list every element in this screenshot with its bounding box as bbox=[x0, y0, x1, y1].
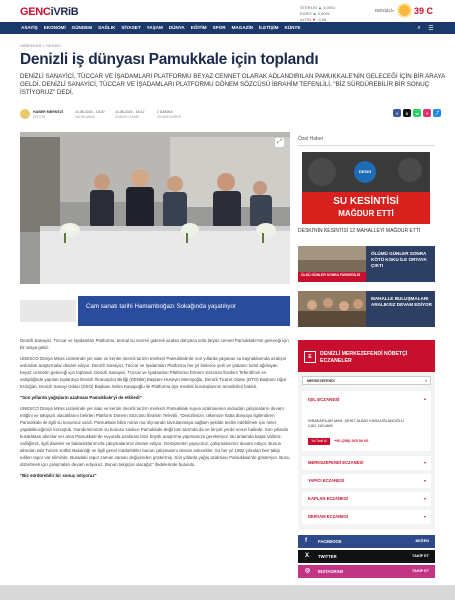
reading-time bbox=[157, 110, 181, 119]
facebook-icon[interactable]: f bbox=[393, 109, 401, 117]
nav-item-3[interactable]: SAĞLIK bbox=[98, 25, 116, 30]
trend-down-icon: ▼ bbox=[312, 17, 317, 22]
trend-up-icon: ▲ bbox=[312, 11, 317, 16]
pharmacy-title: DENİZLİ MERKEZEFENDİ NÖBETÇİ ECZANELER bbox=[320, 351, 408, 364]
pharmacy-item-name: DERYAM ECZANESİ bbox=[308, 514, 348, 519]
chevron-down-icon: ▾ bbox=[423, 496, 426, 501]
social-action: TAKİP ET bbox=[412, 554, 429, 558]
body-paragraph: Denizli Sanayici, Tüccar ve İşadamları Platformu, termal su rezervi giderek azalan dünyaca ünlü beyaz cennet Pamukkale'nin geleceği için bir araya geldi. bbox=[20, 338, 289, 350]
social-action: TAKİP ET bbox=[412, 569, 429, 573]
gallery-expand-icon[interactable]: ⤢ bbox=[275, 138, 284, 147]
body-subheading: "Son yıllarda yağışların azalması Pamukkale'yi de etkiledi" bbox=[20, 395, 142, 400]
pharmacy-item[interactable] bbox=[302, 474, 431, 488]
pharmacy-item-name: YAPICI ECZANESİ bbox=[308, 478, 344, 483]
published-date bbox=[75, 110, 104, 119]
banner-line-2: MAĞDUR ETTİ bbox=[338, 209, 394, 218]
trend-up-icon: ▲ bbox=[318, 5, 322, 10]
rate-label: EURO bbox=[300, 11, 312, 16]
pharmacy-header bbox=[298, 343, 435, 372]
avatar bbox=[20, 109, 30, 119]
reading-value: 2 DAKİKA bbox=[157, 110, 173, 114]
deski-logo: DESKİ bbox=[354, 161, 376, 183]
featured-banner bbox=[302, 192, 430, 224]
social-name: TWITTER bbox=[318, 554, 337, 559]
social-action: BEĞEN bbox=[415, 539, 429, 543]
top-bar bbox=[0, 0, 455, 22]
published-label: YAYINLANMA bbox=[75, 115, 96, 119]
breadcrumb[interactable]: HABERLER > DENİZLİ bbox=[20, 43, 62, 48]
pharmacy-item-name: MERKEZEFENDİ ECZANESİ bbox=[308, 460, 364, 465]
pharmacy-item[interactable] bbox=[302, 510, 431, 524]
pharmacy-name: IŞIL ECZANESİ bbox=[308, 397, 340, 402]
site-logo[interactable] bbox=[20, 6, 78, 18]
author-role: EDİTÖR bbox=[33, 115, 46, 119]
social-facebook[interactable] bbox=[298, 535, 435, 548]
published-value: 14.08.2024 - 15:20 bbox=[75, 110, 105, 114]
pharmacy-item-name: KAPLAN ECZANESİ bbox=[308, 496, 348, 501]
menu-icon[interactable]: ☰ bbox=[428, 25, 434, 32]
district-select-value: MERKEZEFENDİ bbox=[307, 379, 335, 383]
pharmacy-address: SIRAKAPILAR MAH. ŞEHİT ALBAY KARAOĞLANOĞLU CAD. NO:46/B bbox=[308, 419, 404, 429]
author-name[interactable]: HABER MERKEZİ bbox=[33, 110, 63, 114]
logo-part-1: GENC bbox=[20, 6, 51, 18]
social-instagram[interactable] bbox=[298, 565, 435, 578]
x-icon[interactable]: X bbox=[403, 109, 411, 117]
article-meta bbox=[20, 108, 439, 124]
thumbnail-illustration bbox=[298, 291, 366, 327]
rate-label: STERLİN bbox=[300, 5, 317, 10]
weather-temperature: 39 C bbox=[414, 6, 434, 16]
sidebar-news-card[interactable] bbox=[298, 246, 435, 282]
thumbnail-caption: ÖLDÜ GÜNLER SONRA FARKEDİLDİ bbox=[301, 273, 361, 277]
rate-value: 0,0001 bbox=[323, 5, 336, 10]
meeting-photo-illustration bbox=[20, 132, 290, 284]
social-name: INSTAGRAM bbox=[318, 569, 344, 574]
chevron-down-icon[interactable]: ▾ bbox=[392, 8, 395, 13]
nav-item-0[interactable]: ASAYİŞ bbox=[21, 25, 38, 30]
chevron-up-icon[interactable]: ▴ bbox=[423, 396, 426, 401]
pharmacy-icon: E bbox=[304, 351, 316, 363]
directions-button[interactable]: Yol Tarifi Al bbox=[308, 438, 330, 445]
search-icon[interactable]: ⌕ bbox=[417, 24, 421, 31]
news-thumbnail bbox=[298, 291, 366, 327]
nav-item-4[interactable]: SİYASET bbox=[121, 25, 141, 30]
pharmacy-phone[interactable]: +90 (258) 265 00 00 bbox=[334, 439, 369, 443]
divider bbox=[298, 145, 435, 146]
rate-value: 0,0001 bbox=[317, 11, 331, 16]
chevron-down-icon: ▾ bbox=[423, 460, 426, 465]
sun-icon bbox=[399, 5, 410, 16]
body-paragraph: UNESCO Dünya Miras Listesinde yer alan ve kentin önemli turizm merkezi Pamukkale suyun azalmasının ardından çalışmaların devam ettiğini ve takipçisi olacaklarını belirten Platform Dönem Sözcüsü İbrahim Tefenlili, "Denizlimize, ülkemize hatta dünyaya ilgilendiren Pamukkale ile ilgili su konumuz vardı. Pamukkale bilim miras ma ölçmünde tavrulanmaya sağlam şekilde teslim edebilmek için neler yapabileceğimizi konuştuk. Gündemimizde su konusu sadece Pamukkale değil tüm tarımda da ve birçok yerde sorun halinde. Son yıllarda kuraklıktan akımlar ver ama Pamukkale'de suyunda azalması bize büyük araştırma yapmamıza gerektiriyor. Bu anlamda başta Valimiz, valiliğimiz, ilgili daireler ve bakanlıklarımızla çalışmalarımız devam ediyor. Görüşmeleri yapıyoruz, çalışmalarımız devam ediyor. Bunun altından tabi Turizm Kültür Bakanlığı ve ilgili genel müdürlükler bunun çalışmasını devam edecekler. Su her yıl 1992 yılından beri takip edilen rapor var elimizde. Buradaki rapor zaman zaman değişimden göstermiş. Son yıllarda yağış azalması Pamukkale'de gösteriyor. Bunu düzeltmek için çalışmaları devam ediyoruz. Bunun takipçisi olacağız" ifadelerinde bulundu. bbox=[20, 406, 290, 467]
sidebar-heading: Özel Haber bbox=[298, 136, 324, 142]
weather-city-select[interactable]: DENİZLİ bbox=[375, 8, 393, 13]
share-buttons bbox=[393, 109, 441, 117]
nav-tools bbox=[415, 24, 435, 32]
nav-item-8[interactable]: SPOR bbox=[212, 25, 226, 30]
body-paragraph: UNESCO Dünya Miras Listesinde yer alan ve kentin önemli turizm merkezi Pamukkale'de son yıllarda yaşanan su kaynaklarında azalışın ardından araştırmalar devam ediyor. Denizli Sanayici, Tüccar ve İşadamları Platformu her yıl binlerce yerli ve yabancı turist ağırlayan beyaz cennetin geleceği için toplandı. Denizli Sanayici, Tüccar ve İşadamları Platformu Dönem Sözcüsü İbrahim Tefenlili'nin ev sahipliğinde yapılan toplantıya Denizli İhracatçılar Birliği (DENİB) Başkanı Hüseyin Memişoğlu, Denizli Ticaret Odası (DTO) Başkanı Uğur Erdoğan, Denizli Sanayi Odası (DSO) Başkanı Selim Kasapoğlu ile Platforma üye meslek kuruluşlarının temsilcileri katıldı. bbox=[20, 356, 287, 389]
currency-rates bbox=[300, 5, 335, 23]
plus-icon[interactable]: + bbox=[423, 109, 431, 117]
nav-item-6[interactable]: DÜNYA bbox=[168, 25, 185, 30]
updated-label: GÜNCELLENME bbox=[115, 115, 140, 119]
related-thumbnail[interactable] bbox=[20, 300, 76, 322]
article-photo bbox=[20, 132, 290, 284]
news-thumbnail bbox=[298, 246, 366, 282]
pharmacy-item[interactable] bbox=[302, 456, 431, 470]
chevron-down-icon: ▾ bbox=[424, 378, 427, 383]
footer-strip bbox=[0, 585, 455, 600]
featured-news-title[interactable]: DESKİ'NİN KESİNTİSİ 12 MAHALLEYİ MAĞDUR ETTİ bbox=[298, 228, 421, 234]
nav-item-11[interactable]: KÜNYE bbox=[284, 25, 301, 30]
main-nav bbox=[0, 22, 455, 34]
reading-label: OKUMA SÜRESİ bbox=[157, 115, 182, 119]
link-icon[interactable]: ⤴ bbox=[435, 110, 439, 115]
nav-item-5[interactable]: YAŞAM bbox=[146, 25, 163, 30]
pharmacy-item-expanded[interactable] bbox=[302, 391, 431, 451]
article-title: Denizli iş dünyası Pamukkale için toplandı bbox=[20, 51, 319, 68]
facebook-icon: f bbox=[305, 538, 307, 544]
news-card-title: MAHALLE BULUŞMALARI ARALIKSIZ DEVAM EDİYOR bbox=[371, 296, 432, 308]
updated-value: 14.08.2024 - 16:12 bbox=[115, 110, 145, 114]
x-icon: X bbox=[305, 553, 310, 559]
rate-label: ALTIN bbox=[300, 17, 312, 22]
district-select[interactable] bbox=[302, 376, 431, 385]
sidebar-news-card[interactable] bbox=[298, 291, 435, 327]
nav-item-9[interactable]: MAGAZİN bbox=[231, 25, 254, 30]
banner-line-1: SU KESİNTİSİ bbox=[333, 196, 399, 207]
logo-part-2: iVRiB bbox=[50, 6, 79, 18]
chevron-down-icon: ▾ bbox=[423, 478, 426, 483]
news-card-title: ÖLÜMÜ GÜNLER SONRA KÖTÜ KOKU İLE ORTAYA ÇIKTI bbox=[371, 251, 427, 269]
nav-item-7[interactable]: EĞİTİM bbox=[190, 25, 207, 30]
social-twitter[interactable] bbox=[298, 550, 435, 563]
body-subheading: "Biz sürdürebilir bir sonuç istiyoruz" bbox=[20, 473, 97, 478]
updated-date bbox=[115, 110, 144, 119]
related-news-title: Cam sanatı tarihi Hamamboğazı Sokağında yaşatılıyor bbox=[86, 303, 236, 310]
featured-news-image[interactable] bbox=[302, 152, 430, 224]
nav-item-10[interactable]: İLETİŞİM bbox=[259, 25, 279, 30]
nav-items bbox=[21, 25, 301, 30]
instagram-icon: ◎ bbox=[305, 568, 311, 574]
chevron-down-icon: ▾ bbox=[423, 514, 426, 519]
social-name: FACEBOOK bbox=[318, 539, 342, 544]
nav-item-2[interactable]: GÜNDEM bbox=[71, 25, 93, 30]
whatsapp-icon[interactable]: w bbox=[413, 109, 421, 117]
related-news-card[interactable] bbox=[78, 296, 290, 326]
nav-item-1[interactable]: EKONOMİ bbox=[43, 25, 66, 30]
pharmacy-widget bbox=[298, 340, 435, 529]
rate-value: -0,56 bbox=[317, 17, 327, 22]
article-lead: DENİZLİ SANAYİCİ, TÜCCAR VE İŞADAMLARI PLATFORMU BEYAZ CENNET OLARAK ADLANDIRILAN PAMUKKALE'NİN GELECEĞİ İÇİN BİR ARAYA GELDİ. DENİZLİ SANAYİCİ, TÜCCAR VE İŞADAMLARI PLATFORMU DÖNEM SÖZCÜSÜ İBRAHİM TEFENLİLİ, "BİZ SÜRDÜREBİLİR BİR SONUÇ İSTİYORUZ" DEDİ. bbox=[20, 73, 445, 96]
pharmacy-item[interactable] bbox=[302, 492, 431, 506]
article-body bbox=[20, 337, 290, 483]
